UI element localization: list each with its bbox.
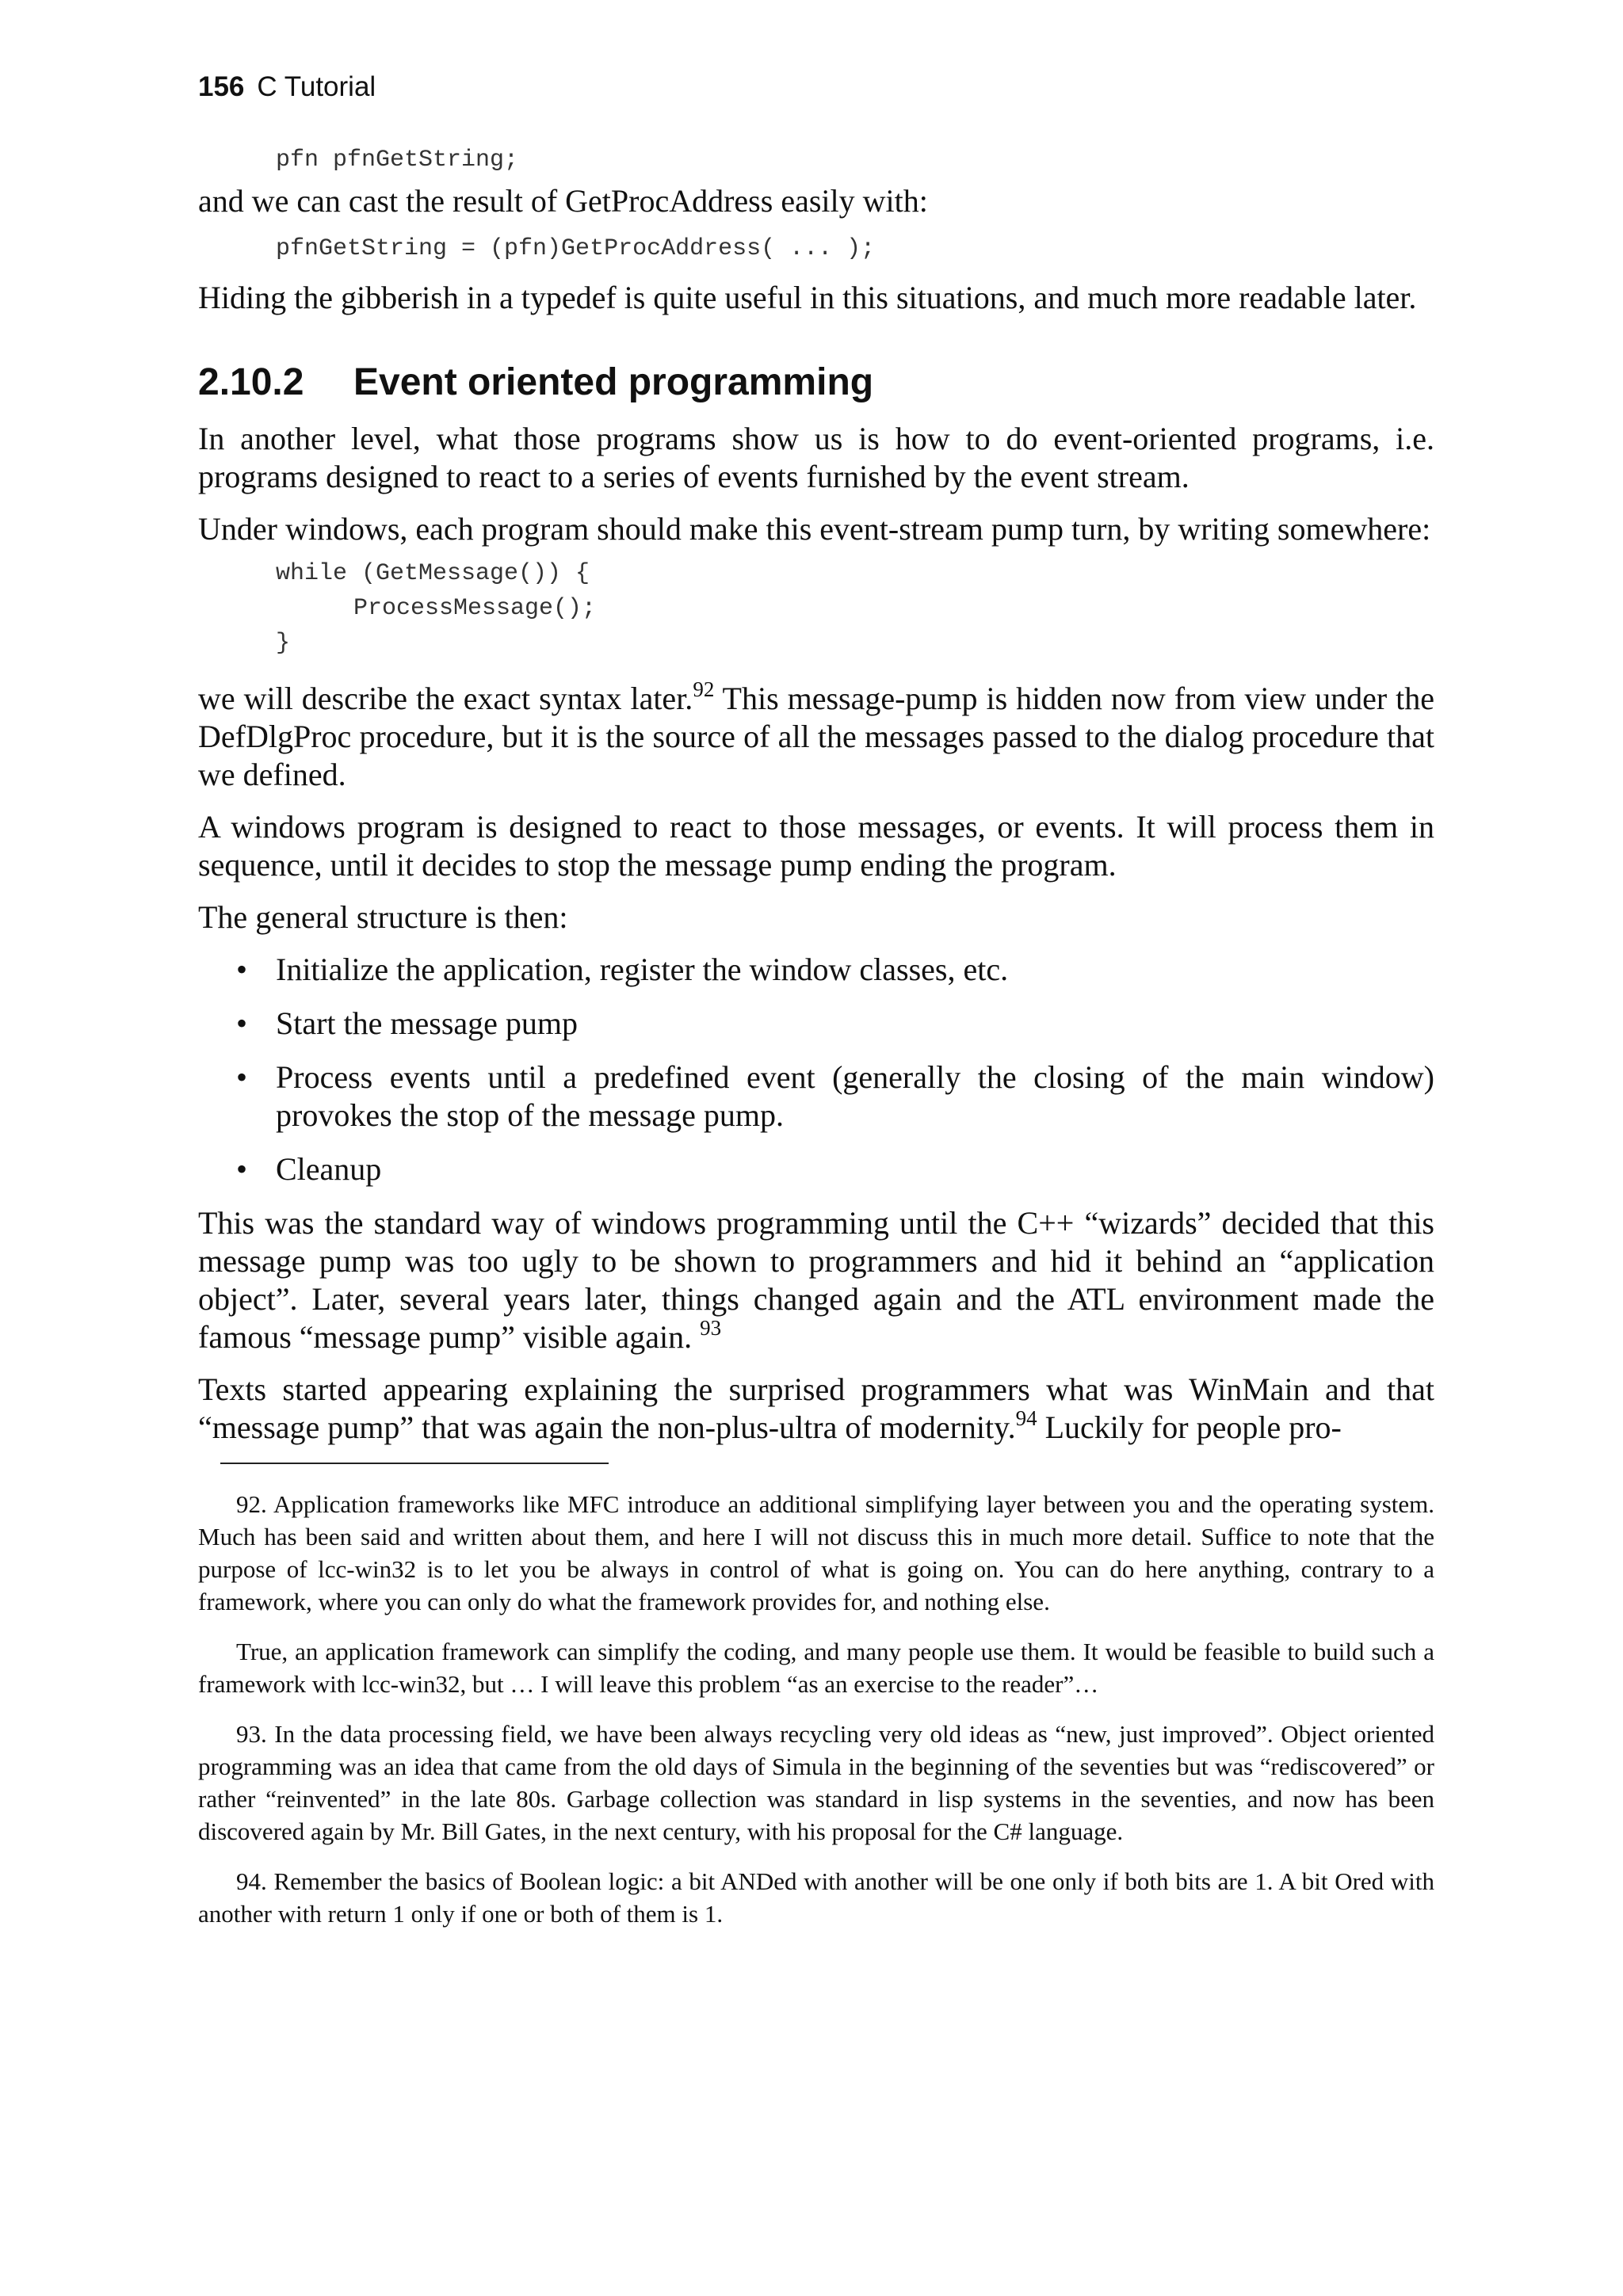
code-message-loop xyxy=(198,556,1434,661)
footnote-93: 93. In the data processing field, we have been always recycling very old ideas as “new, just improved”. Object oriented programming was an idea that came from the old days of Simula in the beginning of the seventies but was “rediscovered” or rather “reinvented” in the late 80s. Garbage collection was standard in lisp systems in the seventies, and now has been discovered again by Mr. Bill Gates, in the next century, with his proposal for the C# language. xyxy=(198,1720,1434,1845)
footnote-ref-94[interactable]: 94 xyxy=(1015,1405,1037,1430)
list-item xyxy=(198,951,1434,989)
paragraph-standard-way xyxy=(198,1204,1434,1356)
list-item-text: Start the message pump xyxy=(276,1005,579,1041)
code-declaration: pfn pfnGetString; xyxy=(276,147,519,174)
footnote-92: 92. Application frameworks like MFC introduce an additional simplifying layer between you and the operating system. Much has been said and written about them, and here I will not discuss this in much more detail. Suffice to note that the purpose of lcc-win32 is to let you be always in control of what is going on. You can do here anything, contrary to a framework, where you can only do what the framework provides for, and nothing else. xyxy=(198,1490,1434,1615)
list-item xyxy=(198,1150,1434,1188)
code-cast: pfnGetString = (pfn)GetProcAddress( ... ); xyxy=(276,235,876,262)
footnote-ref-93[interactable]: 93 xyxy=(700,1315,722,1340)
code-line-indented xyxy=(276,591,1434,626)
paragraph-text: Texts started appearing explaining the surprised programmers what was WinMain and that “message pump” that was again the non-plus-ultra of modernity. xyxy=(198,1371,1434,1445)
code-line-text: ProcessMessage(); xyxy=(353,595,597,622)
paragraph-text: we will describe the exact syntax later. xyxy=(198,681,693,716)
bullet-icon: • xyxy=(236,1059,248,1095)
code-line: } xyxy=(276,630,291,657)
structure-list xyxy=(198,951,1434,1188)
page-number: 156 xyxy=(198,71,245,102)
list-item xyxy=(198,1005,1434,1043)
code-line: while (GetMessage()) { xyxy=(276,560,590,587)
paragraph-syntax-later xyxy=(198,677,1435,794)
bullet-icon: • xyxy=(236,1005,248,1041)
list-item-text: Initialize the application, register the window classes, etc. xyxy=(276,952,1009,987)
bullet-icon: • xyxy=(236,1151,248,1187)
paragraph-pump-intro: Under windows, each program should make this event-stream pump turn, by writing somewhere: xyxy=(198,511,1431,547)
paragraph-event-intro: In another level, what those programs show us is how to do event-oriented programs, i.e. programs designed to react to a series of events furnished by the event stream. xyxy=(198,421,1434,494)
running-title: C Tutorial xyxy=(257,71,376,102)
paragraph-text: This message-pump is hidden now from view under the DefDlgProc procedure, but it is the source of all the messages passed to the dialog procedure that we defined. xyxy=(198,681,1435,792)
paragraph-text: Luckily for people pro- xyxy=(1037,1409,1342,1445)
section-number: 2.10.2 xyxy=(198,361,304,403)
section-title: Event oriented programming xyxy=(353,361,874,403)
paragraph-cast-intro: and we can cast the result of GetProcAddress easily with: xyxy=(198,183,928,219)
section-heading xyxy=(198,360,1434,406)
footnote-ref-92[interactable]: 92 xyxy=(693,677,715,701)
footnotes xyxy=(198,1488,1434,1930)
list-item-text: Process events until a predefined event (generally the closing of the main window) provokes the stop of the message pump. xyxy=(276,1059,1434,1133)
paragraph-windows-program: A windows program is designed to react to those messages, or events. It will process them in sequence, until it decides to stop the message pump ending the program. xyxy=(198,809,1434,883)
list-item xyxy=(198,1058,1434,1135)
paragraph-general-structure: The general structure is then: xyxy=(198,899,568,935)
footnote-92-continued: True, an application framework can simplify the coding, and many people use them. It would be feasible to build such a framework with lcc-win32, but … I will leave this problem “as an exercise to the reader”… xyxy=(198,1638,1434,1698)
footnote-separator xyxy=(220,1463,609,1464)
paragraph-typedef: Hiding the gibberish in a typedef is quite useful in this situations, and much more readable later. xyxy=(198,280,1417,315)
running-header xyxy=(198,68,376,106)
paragraph-texts-started xyxy=(198,1371,1434,1447)
body-text xyxy=(198,143,1434,1947)
footnote-94: 94. Remember the basics of Boolean logic: a bit ANDed with another will be one only if both bits are 1. A bit Ored with another with return 1 only if one or both of them is 1. xyxy=(198,1867,1434,1928)
bullet-icon: • xyxy=(236,952,248,987)
paragraph-text: This was the standard way of windows programming until the C++ “wizards” decided that this message pump was too ugly to be shown to programmers and hid it behind an “application object”. Later, several years later, things changed again and the ATL environment made the famous “message pump” visible again. xyxy=(198,1205,1434,1355)
list-item-text: Cleanup xyxy=(276,1151,382,1187)
